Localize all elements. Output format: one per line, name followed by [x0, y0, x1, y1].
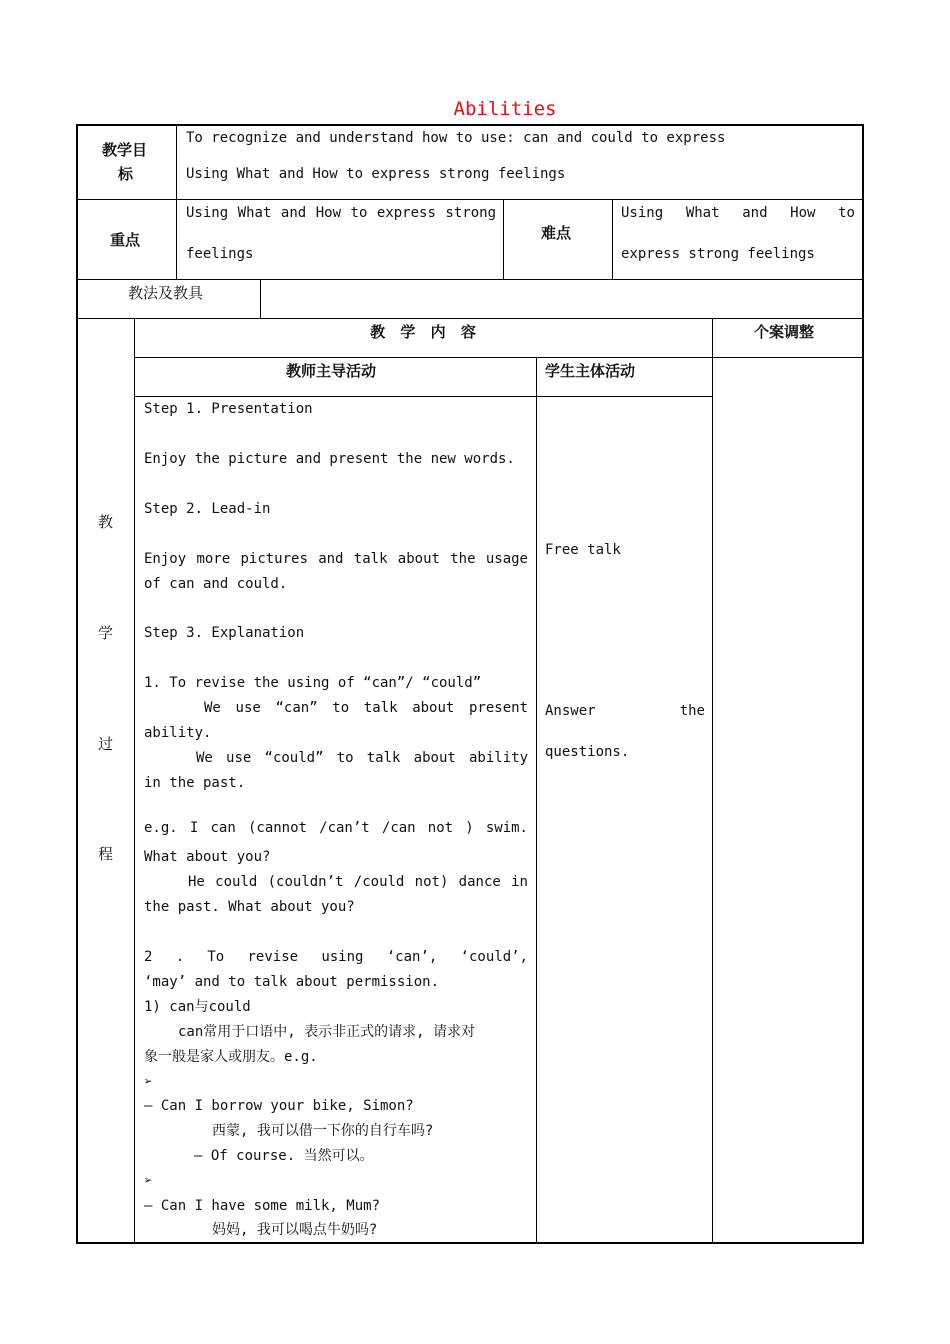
step-2-desc-2: of can and could.	[144, 576, 288, 592]
example-3-answer: — Of course. 当然可以。	[194, 1148, 374, 1164]
student-answer-line-1: Answer the	[545, 703, 705, 719]
example-2-line-1: He could (couldn’t /could not) dance in	[188, 874, 528, 890]
example-3-question: — Can I borrow your bike, Simon?	[144, 1098, 414, 1114]
row-divider	[134, 357, 864, 358]
step-1-desc: Enjoy the picture and present the new words.	[144, 451, 515, 467]
item-2-line-1: 2 . To revise using ‘can’, ‘could’,	[144, 949, 528, 965]
sub-item-1-title: 1) can与could	[144, 999, 251, 1015]
process-side-char: 程	[98, 845, 114, 863]
step-3-title: Step 3. Explanation	[144, 625, 305, 641]
step-2-desc-1: Enjoy more pictures and talk about the usage	[144, 551, 528, 567]
col-divider	[712, 318, 713, 1244]
sub-item-1-desc-1: can常用于口语中, 表示非正式的请求, 请求对	[178, 1024, 475, 1040]
step-1-title: Step 1. Presentation	[144, 401, 313, 417]
sub-item-1-desc-2: 象一般是家人或朋友。e.g.	[144, 1049, 318, 1065]
content-header: 教 学 内 容	[370, 323, 476, 341]
example-1-line-1: e.g. I can (cannot /can’t /can not ) swim.	[144, 820, 528, 836]
row-divider	[76, 318, 864, 319]
item-1-title: 1. To revise the using of “can”/ “could”	[144, 675, 482, 691]
col-divider	[134, 318, 135, 1244]
objectives-line-2: Using What and How to express strong feelings	[186, 166, 566, 182]
row-divider	[76, 279, 864, 280]
objectives-line-1: To recognize and understand how to use: can and could to express	[186, 130, 726, 146]
item-2-line-2: ‘may’ and to talk about permission.	[144, 974, 440, 990]
col-divider	[612, 199, 613, 279]
objectives-label: 教学目	[102, 141, 148, 159]
key-points-label: 重点	[110, 231, 141, 249]
bullet-arrow-icon: ➢	[144, 1074, 153, 1090]
col-divider	[536, 357, 537, 1244]
objectives-label-2: 标	[118, 165, 134, 183]
col-divider	[176, 124, 177, 279]
bullet-arrow-icon: ➢	[144, 1173, 153, 1189]
row-divider	[76, 199, 864, 200]
key-points-line-1: Using What and How to express strong	[186, 205, 496, 221]
adjust-header: 个案调整	[754, 323, 815, 341]
item-1-could-line-1: We use “could” to talk about ability	[196, 750, 528, 766]
item-1-can-line-2: ability.	[144, 725, 212, 741]
col-divider	[503, 199, 504, 279]
step-2-title: Step 2. Lead-in	[144, 501, 271, 517]
student-free-talk: Free talk	[545, 542, 621, 558]
student-header: 学生主体活动	[545, 362, 636, 380]
example-2-line-2: the past. What about you?	[144, 899, 355, 915]
student-answer-line-2: questions.	[545, 744, 630, 760]
methods-label: 教法及教具	[128, 284, 204, 302]
example-1-line-2: What about you?	[144, 849, 271, 865]
difficulties-line-1: Using What and How to	[621, 205, 855, 221]
col-divider	[260, 279, 261, 318]
example-3-translation: 西蒙, 我可以借一下你的自行车吗?	[212, 1123, 434, 1139]
key-points-line-2: feelings	[186, 246, 254, 262]
teacher-header: 教师主导活动	[286, 362, 377, 380]
process-side-char: 过	[98, 735, 114, 753]
example-4-translation: 妈妈, 我可以喝点牛奶吗?	[212, 1222, 378, 1238]
difficulties-line-2: express strong feelings	[621, 246, 815, 262]
process-side-char: 学	[98, 624, 114, 642]
process-side-char: 教	[98, 513, 114, 531]
document-title: Abilities	[453, 98, 557, 120]
item-1-can-line-1: We use “can” to talk about present	[204, 700, 528, 716]
difficulties-label: 难点	[541, 224, 572, 242]
example-4-question: — Can I have some milk, Mum?	[144, 1198, 381, 1214]
item-1-could-line-2: in the past.	[144, 775, 246, 791]
